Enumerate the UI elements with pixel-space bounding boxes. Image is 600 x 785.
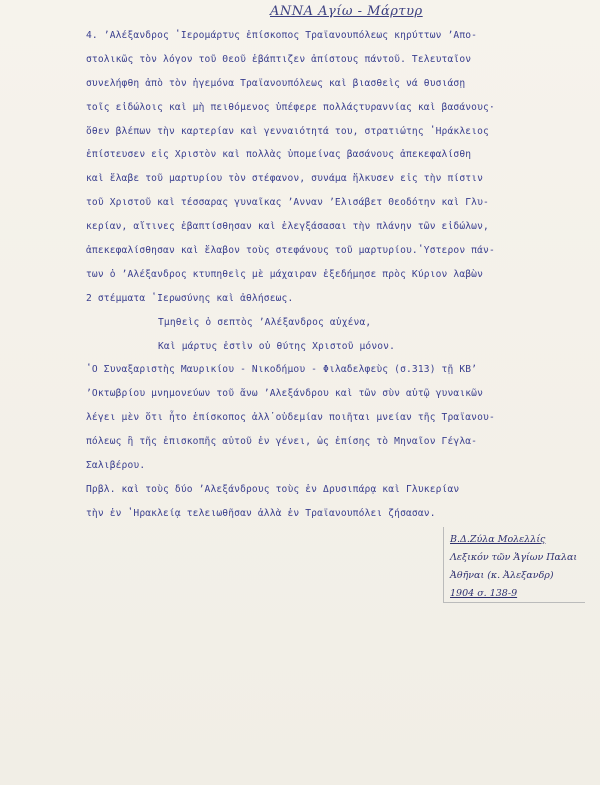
body-line: 2 στέμματα ʽΙερωσύνης καὶ ἀθλήσεως. <box>86 292 294 304</box>
body-line: κερίαν, αἵτινες ἐβαπτίσθησαν καὶ ἐλεγξάσασαι τὴν πλάνην τῶν εἰδώλων, <box>86 221 489 233</box>
body-line: ʼΟκτωβρίου μνημονεύων τοῦ ἄνω ʼΑλεξάνδρου καὶ τῶν σὺν αὐτῷ γυναικῶν <box>86 388 484 400</box>
typewritten-body <box>86 24 586 526</box>
note-line: Λεξικόν τῶν Ἁγίων Παλαι <box>450 552 578 563</box>
body-line: στολικῶς τὸν λόγον τοῦ Θεοῦ ἐβάπτιζεν ἀπίστους πάντοῦ. Τελευταῖον <box>86 53 472 65</box>
body-line: των ὁ ʼΑλέξανδρος κτυπηθεὶς μὲ μάχαιραν ἐξεδήμησε πρὸς Κύριον λαβὼν <box>86 268 484 280</box>
body-line: 4. ʼΑλέξανδρος ʽΙερομάρτυς ἐπίσκοπος Τραϊανουπόλεως κηρύττων ʼΑπο- <box>86 30 478 41</box>
handwritten-title: ΑΝΝΑ Αγίω - Μάρτυρ <box>270 4 423 19</box>
body-line: ἀπεκεφαλίσθησαν καὶ ἔλαβον τοὺς στεφάνους τοῦ μαρτυρίου.ʽΥστερον πάν- <box>86 245 495 257</box>
body-line: Σαλιβέρου. <box>86 460 146 472</box>
body-line: Πρβλ. καὶ τοὺς δύο ʼΑλεξάνδρους τοὺς ἐν Δρυσιπάρᾳ καὶ Γλυκερίαν <box>86 483 460 495</box>
verse-line: Τμηθεὶς ὁ σεπτὸς ʼΑλέξανδρος αὐχένα, <box>158 316 372 328</box>
body-line: καὶ ἔλαβε τοῦ μαρτυρίου τὸν στέφανον, συνάμα ἥλκυσεν εἰς τὴν πίστιν <box>86 173 484 185</box>
handwritten-reference-note <box>443 527 585 603</box>
verse-line: Καὶ μάρτυς ἐστὶν οὐ θύτης Χριστοῦ μόνον. <box>158 340 396 352</box>
note-line: Β.Δ.Ζύλα Μολελλίς <box>450 534 546 545</box>
body-line: ʽΟ Συναξαριστὴς Μαυρικίου - Νικοδήμου - Φιλαδελφεὺς (σ.313) τῇ ΚΒʼ <box>86 364 478 376</box>
body-line: πόλεως ἢ τῆς ἐπισκοπῆς αὐτοῦ ἐν γένει, ὡς ἐπίσης τὸ Μηναῖον Γέγλα- <box>86 436 478 448</box>
note-line: Ἀθῆναι (κ. Ἀλεξανδρ) <box>450 570 554 581</box>
body-line: τοῖς εἰδώλοις καὶ μὴ πειθόμενος ὑπέφερε πολλάςτυραννίας καὶ βασάνους· <box>86 101 495 113</box>
body-line: ἐπίστευσεν εἰς Χριστὸν καὶ πολλὰς ὑπομείνας βασάνους ἀπεκεφαλίσθη <box>86 149 472 161</box>
body-line: συνελήφθη ἀπὸ τὸν ἡγεμόνα Τραϊανουπόλεως καὶ βιασθεὶς νά θυσιάσῃ <box>86 77 466 89</box>
body-line: λέγει μὲν ὅτι ἦτο ἐπίσκοπος ἀλλ᾽οὐδεμίαν ποιῆται μνείαν τῆς Τραϊανου- <box>86 412 495 424</box>
body-line: ὅθεν βλέπων τὴν καρτερίαν καὶ γενναιότητά του, στρατιώτης ʽΗράκλειος <box>86 125 489 137</box>
body-line: τὴν ἐν ʽΗρακλείᾳ τελειωθῆσαν ἀλλὰ ἐν Τραϊανουπόλει ζήσασαν. <box>86 507 436 519</box>
body-line: τοῦ Χριστοῦ καὶ τέσσαρας γυναῖκας ʼΑνναν ʼΕλισάβετ Θεοδότην καὶ Γλυ- <box>86 197 489 209</box>
note-line: 1904 σ. 138-9 <box>450 588 518 599</box>
